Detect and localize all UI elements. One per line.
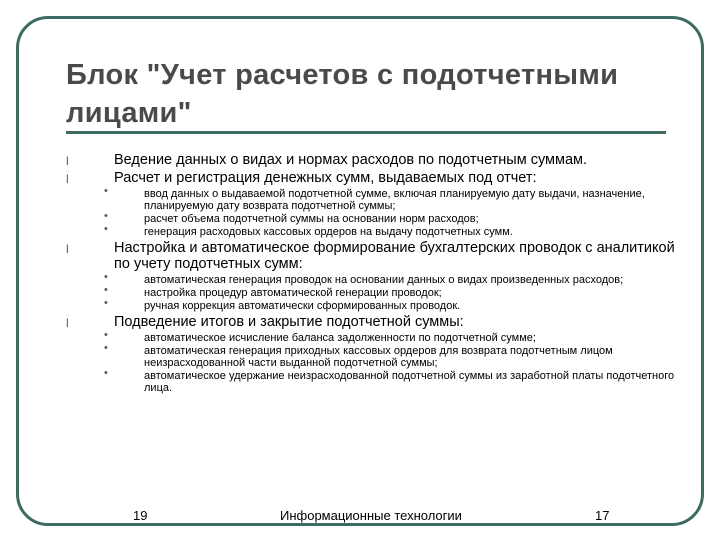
sub-bullet-icon: •: [104, 284, 108, 296]
sub-bullet-icon: •: [104, 185, 108, 197]
sub-bullet-item: [66, 223, 676, 238]
bullet-text: Настройка и автоматическое формирование бухгалтерских проводок с аналитикой по учету подотчетных сумм:: [114, 240, 675, 272]
sub-bullet-text: настройка процедур автоматической генерации проводок;: [144, 287, 442, 299]
bullet-item: [66, 240, 676, 272]
sub-bullet-item: [66, 329, 676, 344]
footer-page-number: 17: [595, 508, 610, 523]
sub-bullet-item: [66, 271, 676, 286]
sub-bullet-text: автоматическое исчисление баланса задолженности по подотчетной сумме;: [144, 332, 536, 344]
sub-bullet-text: ввод данных о выдаваемой подотчетной сумме, включая планируемую дату выдачи, назначение, планируемую дату возврата подотчетной суммы;: [144, 188, 645, 212]
sub-bullet-list: [66, 271, 676, 312]
bullet-icon: l: [66, 242, 69, 256]
bullet-item: [66, 170, 676, 186]
sub-bullet-item: [66, 297, 676, 312]
sub-bullet-icon: •: [104, 271, 108, 283]
bullet-text: Подведение итогов и закрытие подотчетной суммы:: [114, 314, 464, 330]
sub-bullet-item: [66, 284, 676, 299]
sub-bullet-icon: •: [104, 342, 108, 354]
sub-bullet-text: ручная коррекция автоматически сформированных проводок.: [144, 300, 461, 312]
sub-bullet-item: [66, 342, 676, 369]
sub-bullet-text: генерация расходовых кассовых ордеров на выдачу подотчетных сумм.: [144, 226, 513, 238]
sub-bullet-text: автоматическое удержание неизрасходованной подотчетной суммы из заработной платы подотчетного лица.: [144, 370, 675, 394]
sub-bullet-icon: •: [104, 297, 108, 309]
bullet-icon: l: [66, 154, 69, 168]
footer-title: Информационные технологии: [280, 508, 462, 523]
footer-date: 19: [133, 508, 148, 523]
sub-bullet-item: [66, 210, 676, 225]
bullet-item: [66, 152, 676, 168]
sub-bullet-icon: •: [104, 367, 108, 379]
bullet-text: Ведение данных о видах и нормах расходов по подотчетным суммам.: [114, 152, 588, 168]
bullet-item: [66, 314, 676, 330]
sub-bullet-icon: •: [104, 329, 108, 341]
sub-bullet-icon: •: [104, 210, 108, 222]
bullet-icon: l: [66, 316, 69, 330]
sub-bullet-text: автоматическая генерация проводок на основании данных о видах произведенных расходов;: [144, 274, 624, 286]
sub-bullet-item: [66, 367, 676, 394]
slide-title: Блок "Учет расчетов с подотчетными лицами": [66, 59, 619, 129]
sub-bullet-text: расчет объема подотчетной суммы на основании норм расходов;: [144, 213, 479, 225]
title-divider: [66, 131, 666, 134]
sub-bullet-icon: •: [104, 223, 108, 235]
sub-bullet-list: [66, 329, 676, 394]
sub-bullet-text: автоматическая генерация приходных кассовых ордеров для возврата подотчетным лицом неизрасходованной части выданной подотчетной суммы;: [144, 345, 613, 369]
bullet-text: Расчет и регистрация денежных сумм, выдаваемых под отчет:: [114, 170, 537, 186]
slide-content: [66, 150, 676, 396]
sub-bullet-list: [66, 185, 676, 238]
bullet-icon: l: [66, 172, 69, 186]
sub-bullet-item: [66, 185, 676, 212]
